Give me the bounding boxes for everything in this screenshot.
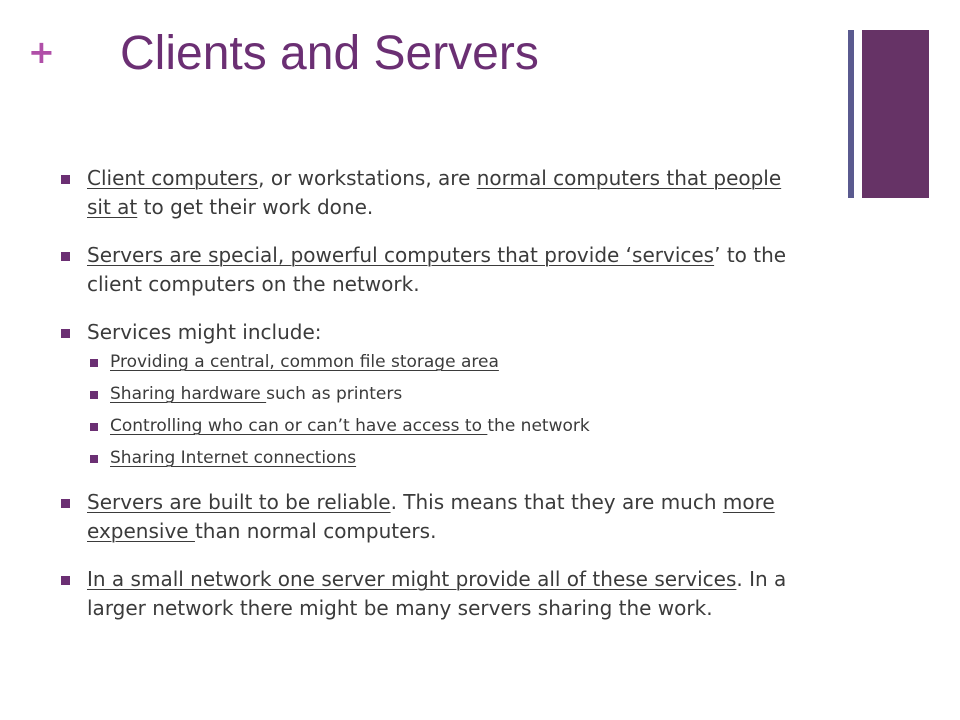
bullet-text-segment: . In a larger network there might be many servers sharing the work.	[87, 567, 787, 620]
sub-bullet-item	[60, 383, 810, 405]
sub-bullet-text-segment: Providing a central, common file storage area	[110, 352, 499, 372]
sub-bullet-item	[60, 415, 810, 437]
accent-bar-thin	[848, 30, 854, 198]
slide-title: Clients and Servers	[120, 27, 539, 80]
bullet-text-segment: than normal computers.	[194, 519, 437, 543]
plus-icon: +	[28, 33, 55, 71]
bullet-text-segment: Services might include:	[87, 320, 322, 344]
sub-bullet-marker-icon	[90, 359, 98, 367]
sub-bullet-marker-icon	[90, 423, 98, 431]
bullet-marker-icon	[61, 175, 70, 184]
bullet-item	[60, 318, 810, 347]
accent-bar-thick	[862, 30, 929, 198]
bullet-text-segment: Client computers	[87, 166, 259, 190]
bullet-list	[60, 164, 810, 623]
sub-bullet-text-segment: such as printers	[266, 384, 403, 404]
bullet-item	[60, 565, 810, 623]
bullet-text-segment: . This means that they are much	[390, 490, 723, 514]
sub-bullet-text-segment: Controlling who can or can’t have access to	[110, 416, 488, 436]
sub-bullet-text-segment: Sharing Internet connections	[110, 448, 357, 468]
bullet-text-segment: Servers are built to be reliable	[87, 490, 391, 514]
bullet-text-segment: ’ to the client computers on the network.	[87, 243, 787, 296]
sub-bullet-text-segment: Sharing hardware	[110, 384, 267, 404]
bullet-text-segment: , or workstations, are	[258, 166, 477, 190]
bullet-marker-icon	[61, 329, 70, 338]
sub-bullet-item	[60, 447, 810, 469]
bullet-marker-icon	[61, 576, 70, 585]
bullet-text-segment: more expensive	[87, 490, 775, 543]
bullet-text-segment: to get their work done.	[137, 195, 374, 219]
bullet-text-segment: normal computers that people sit at	[87, 166, 782, 219]
bullet-text-segment: Servers are special, powerful computers that provide ‘services	[87, 243, 715, 267]
bullet-item	[60, 488, 810, 546]
bullet-item	[60, 164, 810, 222]
sub-bullet-marker-icon	[90, 455, 98, 463]
sub-bullet-item	[60, 351, 810, 373]
bullet-marker-icon	[61, 252, 70, 261]
sub-bullet-marker-icon	[90, 391, 98, 399]
bullet-item	[60, 241, 810, 299]
bullet-marker-icon	[61, 499, 70, 508]
sub-bullet-text-segment: the network	[487, 416, 590, 436]
bullet-text-segment: In a small network one server might provide all of these services	[87, 567, 737, 591]
